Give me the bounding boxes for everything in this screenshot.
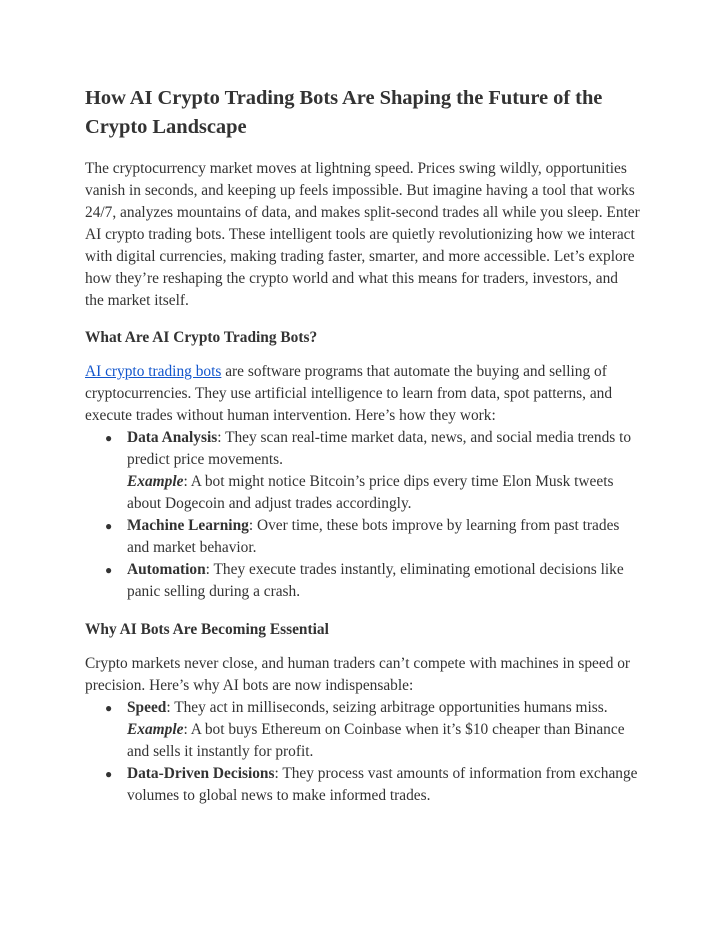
bullet-icon: ● [105, 431, 113, 445]
list-item-term: Data Analysis [127, 429, 218, 446]
section-heading-why-essential: Why AI Bots Are Becoming Essential [85, 621, 329, 638]
list-item-machine-learning [85, 515, 640, 559]
list-item-data-analysis [85, 427, 640, 515]
why-essential-list [85, 697, 640, 807]
bullet-icon: ● [105, 563, 113, 577]
bullet-icon: ● [105, 519, 113, 533]
list-item-term: Speed [127, 699, 167, 716]
list-item-data-driven-decisions [85, 763, 640, 807]
section-what-are-bots-body: are software programs that automate the buying and selling of cryptocurrencies. They use artificial intelligence to learn from data, spot patterns, and execute trades without human intervention. Here’s how they work: [85, 363, 613, 424]
section-heading-what-are-bots: What Are AI Crypto Trading Bots? [85, 329, 318, 346]
ai-crypto-trading-bots-link[interactable]: AI crypto trading bots [85, 363, 222, 380]
list-item-text: : They process vast amounts of information from exchange volumes to global news to make informed trades. [127, 765, 638, 804]
page-title: How AI Crypto Trading Bots Are Shaping the Future of the Crypto Landscape [85, 87, 603, 138]
example-text: : A bot buys Ethereum on Coinbase when it’s $10 cheaper than Binance and sells it instantly for profit. [127, 721, 625, 760]
example-text: : A bot might notice Bitcoin’s price dips every time Elon Musk tweets about Dogecoin and adjust trades accordingly. [127, 473, 614, 512]
list-item-term: Automation [127, 561, 206, 578]
bullet-icon: ● [105, 767, 113, 781]
list-item-automation [85, 559, 640, 603]
list-item-text: : They act in milliseconds, seizing arbitrage opportunities humans miss. [166, 699, 608, 716]
section-what-are-bots-paragraph [85, 361, 640, 427]
intro-paragraph: The cryptocurrency market moves at lightning speed. Prices swing wildly, opportunities vanish in seconds, and keeping up feels impossible. But imagine having a tool that works 24/7, analyzes mountains of data, and makes split-second trades all while you sleep. Enter AI crypto trading bots. These intelligent tools are quietly revolutionizing how we interact with digital currencies, making trading faster, smarter, and more accessible. Let’s explore how they’re reshaping the crypto world and what this means for traders, investors, and the market itself. [85, 160, 640, 309]
list-item-text: : They scan real-time market data, news, and social media trends to predict price movements. [127, 429, 632, 468]
document-page [85, 84, 640, 807]
example-label: Example [127, 473, 184, 490]
list-item-text: : They execute trades instantly, eliminating emotional decisions like panic selling during a crash. [127, 561, 624, 600]
list-item-text: : Over time, these bots improve by learning from past trades and market behavior. [127, 517, 620, 556]
list-item-term: Machine Learning [127, 517, 249, 534]
example-label: Example [127, 721, 184, 738]
section-why-essential-paragraph: Crypto markets never close, and human traders can’t compete with machines in speed or precision. Here’s why AI bots are now indispensable: [85, 655, 631, 694]
list-item-speed [85, 697, 640, 763]
bullet-icon: ● [105, 701, 113, 715]
list-item-term: Data-Driven Decisions [127, 765, 275, 782]
how-bots-work-list [85, 427, 640, 603]
